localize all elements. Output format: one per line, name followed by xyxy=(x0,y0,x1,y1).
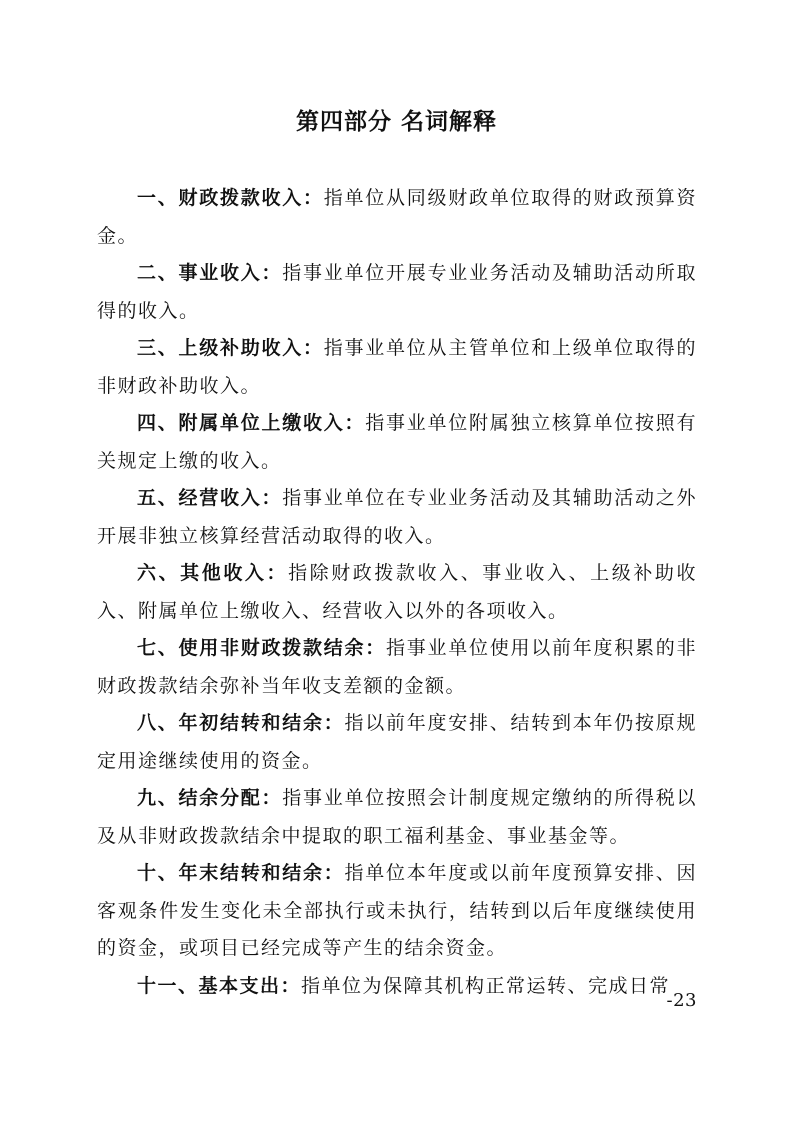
definition-item xyxy=(97,855,697,968)
definition-text: 指单位本年度或以前年度预算安排、因客观条件发生变化未全部执行或未执行，结转到以后年度继续使用的资金，或项目已经完成等产生的结余资金。 xyxy=(97,862,697,959)
definition-item xyxy=(97,705,697,780)
definition-term: 十、年末结转和结余： xyxy=(137,862,345,884)
definition-item xyxy=(97,630,697,705)
definition-term: 六、其他收入： xyxy=(137,562,289,584)
definition-text: 指事业单位使用以前年度积累的非财政拨款结余弥补当年收支差额的金额。 xyxy=(97,637,697,697)
definition-term: 一、财政拨款收入： xyxy=(137,187,324,209)
definition-term: 四、附属单位上缴收入： xyxy=(137,412,366,434)
definition-text: 指事业单位在专业业务活动及其辅助活动之外开展非独立核算经营活动取得的收入。 xyxy=(97,487,697,547)
definition-item xyxy=(97,968,697,1006)
definition-item xyxy=(97,480,697,555)
definition-item xyxy=(97,555,697,630)
definitions-list xyxy=(97,180,697,1005)
definition-text: 指事业单位按照会计制度规定缴纳的所得税以及从非财政拨款结余中提取的职工福利基金、事业基金等。 xyxy=(97,787,697,847)
definition-term: 三、上级补助收入： xyxy=(137,337,324,359)
definition-text: 指以前年度安排、结转到本年仍按原规定用途继续使用的资金。 xyxy=(97,712,697,772)
definition-term: 五、经营收入： xyxy=(137,487,283,509)
definition-term: 八、年初结转和结余： xyxy=(137,712,345,734)
definition-term: 二、事业收入： xyxy=(137,262,283,284)
definition-item xyxy=(97,180,697,255)
definition-item xyxy=(97,780,697,855)
definition-text: 指事业单位开展专业业务活动及辅助活动所取得的收入。 xyxy=(97,262,697,322)
definition-item xyxy=(97,405,697,480)
definition-item xyxy=(97,255,697,330)
definition-text: 指事业单位从主管单位和上级单位取得的非财政补助收入。 xyxy=(97,337,697,397)
definition-text: 指除财政拨款收入、事业收入、上级补助收入、附属单位上缴收入、经营收入以外的各项收入。 xyxy=(97,562,697,622)
definition-text: 指单位从同级财政单位取得的财政预算资金。 xyxy=(97,187,697,247)
page-number: -23 xyxy=(666,990,697,1011)
definition-term: 十一、基本支出： xyxy=(137,974,302,997)
definition-term: 九、结余分配： xyxy=(137,787,283,809)
definition-text: 指单位为保障其机构正常运转、完成日常 xyxy=(301,974,671,997)
definition-text: 指事业单位附属独立核算单位按照有关规定上缴的收入。 xyxy=(97,412,697,472)
page-title: 第四部分 名词解释 xyxy=(295,108,497,135)
definition-item xyxy=(97,330,697,405)
definition-term: 七、使用非财政拨款结余： xyxy=(137,637,386,659)
